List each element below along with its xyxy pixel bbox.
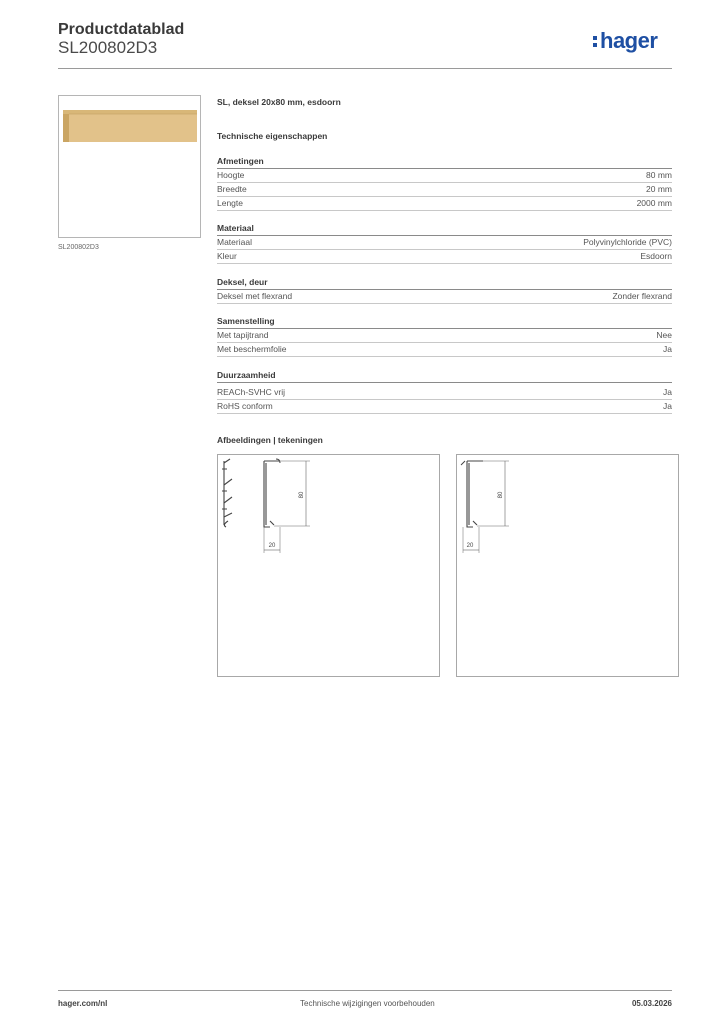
technical-drawing-1 [217, 454, 440, 677]
spec-row [217, 183, 672, 197]
spec-row [217, 169, 672, 183]
footer-divider [58, 990, 672, 991]
spec-value: Ja [663, 401, 672, 411]
spec-label: Kleur [217, 251, 237, 261]
spec-value: 20 mm [646, 184, 672, 194]
hager-logo-mark [592, 28, 672, 54]
height-dimension-label: 80 [299, 491, 305, 499]
section-title: Deksel, deur [217, 276, 672, 290]
spec-value: Esdoorn [640, 251, 672, 261]
spec-value: Zonder flexrand [612, 291, 672, 301]
footer-website-link[interactable]: hager.com/nl [58, 999, 108, 1008]
footer-date: 05.03.2026 [631, 999, 672, 1008]
section-title: Duurzaamheid [217, 369, 672, 383]
hager-logo [592, 28, 672, 59]
spec-row [217, 386, 672, 400]
spec-value: Polyvinylchloride (PVC) [583, 237, 672, 247]
section-cover-door [217, 276, 672, 304]
spec-label: Breedte [217, 184, 247, 194]
spec-value: 80 mm [646, 170, 672, 180]
width-dimension-label: 20 [268, 543, 276, 549]
cross-section-drawing [218, 455, 439, 676]
spec-row [217, 197, 672, 211]
spec-row [217, 400, 672, 414]
spec-row [217, 236, 672, 250]
drawings-heading: Afbeeldingen | tekeningen [217, 435, 323, 445]
spec-label: Materiaal [217, 237, 252, 247]
footer-disclaimer: Technische wijzigingen voorbehouden [300, 999, 435, 1008]
spec-label: REACh-SVHC vrij [217, 387, 286, 397]
spec-value: Ja [663, 344, 672, 354]
section-composition [217, 315, 672, 357]
document-title: Productdatablad [58, 21, 185, 38]
spec-row [217, 250, 672, 264]
spec-label: Hoogte [217, 170, 245, 180]
header-divider [58, 68, 672, 69]
spec-label: Deksel met flexrand [217, 291, 293, 301]
spec-label: Met tapijtrand [217, 330, 269, 340]
technical-drawing-2 [456, 454, 679, 677]
section-title: Materiaal [217, 222, 672, 236]
height-dimension-label: 80 [498, 491, 504, 499]
section-material [217, 222, 672, 264]
product-image [58, 95, 201, 238]
spec-label: Met beschermfolie [217, 344, 287, 354]
spec-value: Nee [656, 330, 672, 340]
section-title: Afmetingen [217, 155, 672, 169]
cover-profile-drawing [457, 455, 678, 676]
section-dimensions [217, 155, 672, 211]
svg-text:hager: hager [600, 28, 658, 53]
technical-properties-heading: Technische eigenschappen [217, 131, 328, 141]
spec-value: 2000 mm [636, 198, 672, 208]
spec-label: RoHS conform [217, 401, 273, 411]
spec-label: Lengte [217, 198, 243, 208]
section-sustainability [217, 369, 672, 414]
cable-duct-cover-illustration [59, 96, 200, 237]
section-title: Samenstelling [217, 315, 672, 329]
spec-row [217, 329, 672, 343]
spec-row [217, 290, 672, 304]
product-image-caption: SL200802D3 [58, 244, 99, 251]
spec-value: Ja [663, 387, 672, 397]
width-dimension-label: 20 [466, 543, 474, 549]
spec-row [217, 343, 672, 357]
product-name: SL, deksel 20x80 mm, esdoorn [217, 97, 341, 107]
product-code-heading: SL200802D3 [58, 38, 158, 57]
